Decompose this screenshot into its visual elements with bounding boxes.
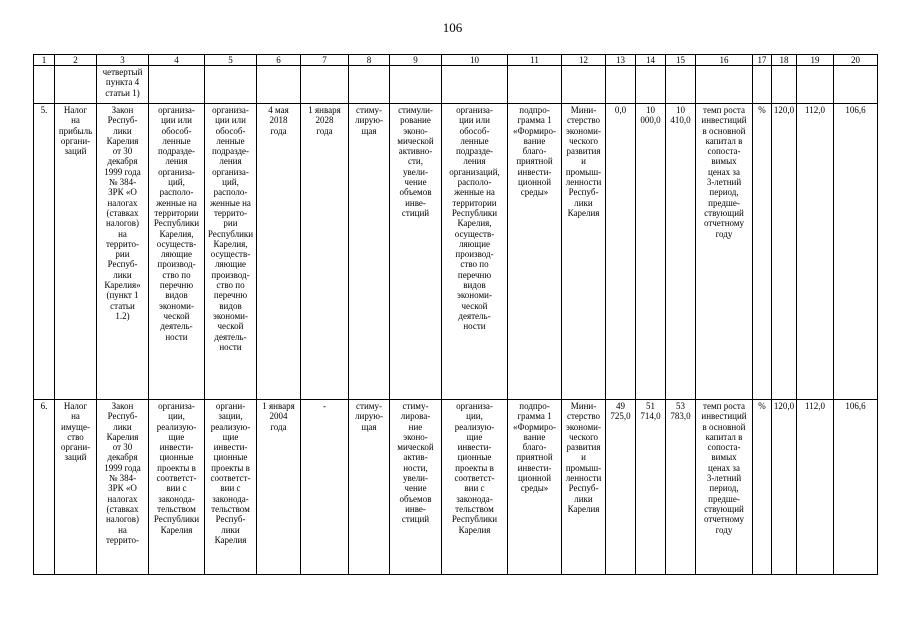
table-cell (349, 66, 390, 104)
table-row (34, 400, 878, 575)
amount-year-3: 10 410,0 (666, 104, 696, 400)
end-date: - (301, 400, 349, 575)
column-header: 12 (562, 55, 606, 66)
amount-year-3: 53 783,0 (666, 400, 696, 575)
column-header: 9 (390, 55, 442, 66)
column-header: 15 (666, 55, 696, 66)
column-number-row (34, 55, 878, 66)
tax-name: Налог на имуще- ство органи- заций (55, 400, 97, 575)
column-header: 1 (34, 55, 55, 66)
tax-name: Налог на прибыль органи- заций (55, 104, 97, 400)
amount-year-2: 51 714,0 (636, 400, 666, 575)
indicator: темп роста инвестиций в основной капитал в сопоста- вимых ценах за 3-летний период, предше- ствующий отчетному году (696, 400, 753, 575)
column-header: 16 (696, 55, 753, 66)
continued-row (34, 66, 878, 104)
table-cell (257, 66, 301, 104)
column-header: 8 (349, 55, 390, 66)
table-cell (562, 66, 606, 104)
table-cell (834, 66, 878, 104)
start-date: 1 января 2004 года (257, 400, 301, 575)
table-cell (34, 66, 55, 104)
subprogram: подпро- грамма 1 «Формиро- вание благо- приятной инвести- ционной среды» (508, 400, 562, 575)
column-header: 5 (205, 55, 257, 66)
expenditure-type: стиму- лирую- щая (349, 400, 390, 575)
tax-expenditure-table (33, 54, 878, 575)
curator: Мини- стерство экономи- ческого развития и промыш- ленности Респуб- лики Карелия (562, 104, 606, 400)
start-date: 4 мая 2018 года (257, 104, 301, 400)
column-header: 17 (753, 55, 772, 66)
table-cell (205, 66, 257, 104)
column-header: 14 (636, 55, 666, 66)
table-cell (55, 66, 97, 104)
column-header: 18 (772, 55, 797, 66)
value-year-2: 112,0 (797, 104, 834, 400)
value-year-3: 106,6 (834, 104, 878, 400)
column-header: 19 (797, 55, 834, 66)
value-year-3: 106,6 (834, 400, 878, 575)
expenditure-type: стиму- лирую- щая (349, 104, 390, 400)
table-cell (696, 66, 753, 104)
amount-year-1: 49 725,0 (606, 400, 636, 575)
row-number: 6. (34, 400, 55, 575)
table-row (34, 104, 878, 400)
table-cell (772, 66, 797, 104)
unit: % (753, 400, 772, 575)
page-number: 106 (442, 20, 463, 35)
row-number: 5. (34, 104, 55, 400)
table-cell (753, 66, 772, 104)
goal: стимули- рование эконо- мической активно- сти, увели- чение объемов инве- стиций (390, 104, 442, 400)
subprogram: подпро- грамма 1 «Формиро- вание благо- приятной инвести- ционной среды» (508, 104, 562, 400)
table-cell (508, 66, 562, 104)
table-cell (149, 66, 205, 104)
unit: % (753, 104, 772, 400)
value-year-1: 120,0 (772, 400, 797, 575)
column-header: 10 (442, 55, 508, 66)
legal-act: Закон Респуб- лики Карелия от 30 декабря 1999 года № 384- ЗРК «О налогах (ставках налогов) на террито- рии Респуб- лики Карелия» (пункт 1 статьи 1.2) (97, 104, 149, 400)
indicator: темп роста инвестиций в основной капитал в сопоста- вимых ценах за 3-летний период, предше- ствующий отчетному году (696, 104, 753, 400)
beneficiaries: организа- ции или обособ- ленные подразде- ления организа- ций, располо- женные на территории Республики Карелия, осуществ- ляющие производ- ство по перечню видов экономи- ческой деятель- ности (149, 104, 205, 400)
conditions: организа- ции или обособ- ленные подразде- ления организа- ций, располо- женные на террито- рии Республики Карелия, осуществ- ляющие производ- ство по перечню видов экономи- ческой деятель- ности (205, 104, 257, 400)
column-header: 4 (149, 55, 205, 66)
table-cell (606, 66, 636, 104)
amount-year-1: 0,0 (606, 104, 636, 400)
conditions: органи- зации, реализую- щие инвести- ционные проекты в соответст- вии с законода- тельством Респуб- лики Карелия (205, 400, 257, 575)
column-header: 20 (834, 55, 878, 66)
amount-year-2: 10 000,0 (636, 104, 666, 400)
table-cell (390, 66, 442, 104)
table-cell (301, 66, 349, 104)
beneficiaries: организа- ции, реализую- щие инвести- ционные проекты в соответст- вии с законода- тельством Республики Карелия (149, 400, 205, 575)
table-cell (442, 66, 508, 104)
legal-act: Закон Респуб- лики Карелия от 30 декабря 1999 года № 384- ЗРК «О налогах (ставках налогов) на террито- (97, 400, 149, 575)
goal: стиму- лирова- ние эконо- мической актив- ности, увели- чение объемов инве- стиций (390, 400, 442, 575)
end-date: 1 января 2028 года (301, 104, 349, 400)
column-header: 6 (257, 55, 301, 66)
column-header: 7 (301, 55, 349, 66)
value-year-1: 120,0 (772, 104, 797, 400)
value-year-2: 112,0 (797, 400, 834, 575)
column-header: 3 (97, 55, 149, 66)
target-category: организа- ции или обособ- ленные подразде- ления организаций, располо- женные на территории Республики Карелия, осуществ- ляющие производ- ство по перечню видов экономи- ческой деятель- ности (442, 104, 508, 400)
table-cell: четвертый пункта 4 статьи 1) (97, 66, 149, 104)
table-cell (666, 66, 696, 104)
table-cell (636, 66, 666, 104)
column-header: 11 (508, 55, 562, 66)
column-header: 2 (55, 55, 97, 66)
curator: Мини- стерство экономи- ческого развития и промыш- ленности Респуб- лики Карелия (562, 400, 606, 575)
column-header: 13 (606, 55, 636, 66)
target-category: организа- ции, реализую- щие инвести- ционные проекты в соответст- вии с законода- тельством Республики Карелия (442, 400, 508, 575)
table-cell (797, 66, 834, 104)
